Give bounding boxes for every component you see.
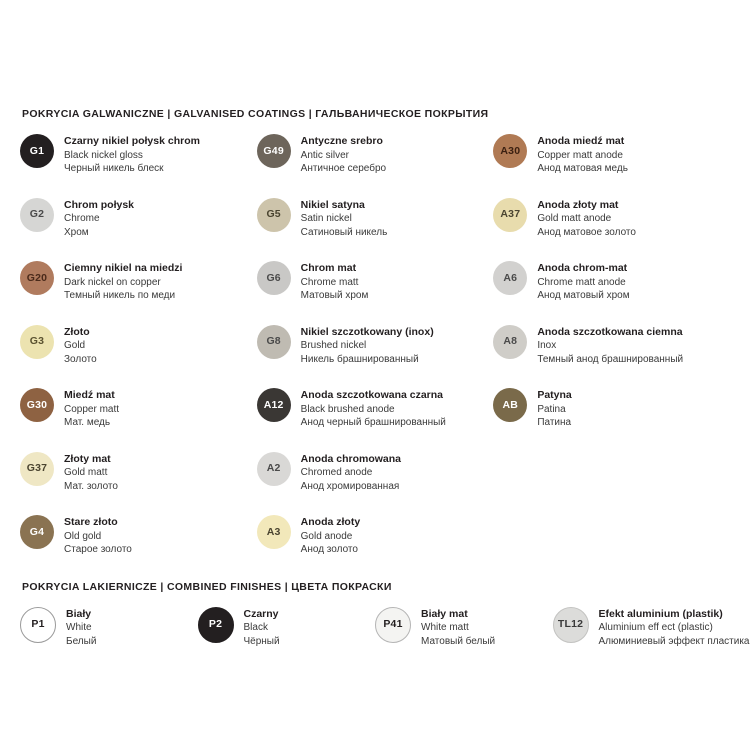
label-pl: Anoda miedź mat xyxy=(537,135,625,147)
list-item[interactable] xyxy=(493,198,730,240)
list-item[interactable] xyxy=(493,325,730,367)
label-en: Gold matt anode xyxy=(537,213,612,224)
label-ru: Анод матовая медь xyxy=(537,163,628,174)
swatch-G30: G30 xyxy=(20,388,54,422)
label-pl: Patyna xyxy=(537,389,572,401)
label-en: Patina xyxy=(537,403,566,415)
label-ru: Хром xyxy=(64,226,89,238)
labels xyxy=(64,515,132,557)
label-en: Black brushed anode xyxy=(300,403,395,415)
list-item[interactable] xyxy=(375,607,553,649)
swatch-P2: P2 xyxy=(198,607,234,643)
labels xyxy=(64,134,200,176)
list-item[interactable] xyxy=(20,134,257,176)
swatch-A2: A2 xyxy=(257,452,291,486)
label-en: Satin nickel xyxy=(300,213,352,224)
list-item[interactable] xyxy=(493,261,730,303)
label-pl: Stare złoto xyxy=(64,516,118,528)
swatch-G1: G1 xyxy=(20,134,54,168)
labels xyxy=(64,261,182,303)
label-en: Chrome matt xyxy=(300,276,359,288)
swatch-TL12: TL12 xyxy=(553,607,589,643)
labels xyxy=(64,388,119,430)
swatch-A3: A3 xyxy=(257,515,291,549)
labels xyxy=(301,515,361,557)
label-en: Inox xyxy=(537,340,557,351)
labels xyxy=(301,325,434,367)
label-ru: Темный никель по меди xyxy=(64,290,176,301)
list-item[interactable] xyxy=(20,261,257,303)
label-ru: Анод хромированная xyxy=(300,480,400,492)
label-pl: Czarny xyxy=(243,607,279,620)
label-pl: Antyczne srebro xyxy=(300,135,383,147)
label-pl: Anoda chromowana xyxy=(300,452,402,465)
swatch-G3: G3 xyxy=(20,325,54,359)
swatch-G37: G37 xyxy=(20,452,54,486)
list-item[interactable] xyxy=(198,607,376,649)
labels xyxy=(64,452,118,494)
label-ru: Патина xyxy=(537,417,572,428)
labels xyxy=(537,325,683,367)
label-ru: Анод черный брашнированный xyxy=(300,417,446,428)
list-item[interactable] xyxy=(257,134,494,176)
labels xyxy=(301,198,388,240)
label-pl: Anoda szczotkowana czarna xyxy=(300,389,444,401)
label-en: Chrome xyxy=(64,213,100,224)
label-ru: Белый xyxy=(66,635,97,647)
labels xyxy=(64,198,134,240)
swatch-A6: A6 xyxy=(493,261,527,295)
list-item[interactable] xyxy=(20,198,257,240)
label-ru: Темный анод брашнированный xyxy=(537,353,684,365)
labels xyxy=(66,607,96,649)
labels xyxy=(301,134,386,176)
swatch-P1: P1 xyxy=(20,607,56,643)
list-item[interactable] xyxy=(257,515,494,557)
list-item[interactable] xyxy=(257,388,494,430)
label-pl: Anoda szczotkowana ciemna xyxy=(537,325,683,338)
labels xyxy=(301,452,401,494)
label-pl: Nikiel satyna xyxy=(300,198,365,211)
swatch-G5: G5 xyxy=(257,198,291,232)
label-pl: Czarny nikiel połysk chrom xyxy=(64,135,200,147)
swatch-G6: G6 xyxy=(257,261,291,295)
labels xyxy=(64,325,97,367)
label-ru: Старое золото xyxy=(64,544,132,555)
swatch-G49: G49 xyxy=(257,134,291,168)
swatch-A12: A12 xyxy=(257,388,291,422)
label-ru: Мат. золото xyxy=(64,480,118,492)
label-pl: Anoda chrom-mat xyxy=(537,262,628,274)
swatch-G8: G8 xyxy=(257,325,291,359)
galvanised-coatings-grid xyxy=(20,134,730,579)
label-pl: Anoda złoty xyxy=(300,516,361,528)
swatch-A30: A30 xyxy=(493,134,527,168)
label-en: Old gold xyxy=(64,530,102,542)
label-pl: Biały xyxy=(66,607,92,620)
label-pl: Złoto xyxy=(64,325,90,338)
label-en: Gold anode xyxy=(300,530,353,542)
list-item[interactable] xyxy=(257,325,494,367)
swatch-G4: G4 xyxy=(20,515,54,549)
labels xyxy=(599,607,750,649)
column-3 xyxy=(375,607,553,671)
label-pl: Biały mat xyxy=(421,607,468,620)
label-ru: Анод матовый хром xyxy=(537,290,630,301)
column-2 xyxy=(257,134,494,579)
list-item[interactable] xyxy=(20,388,257,430)
swatch-A37: A37 xyxy=(493,198,527,232)
label-en: Chrome matt anode xyxy=(537,276,626,288)
labels xyxy=(244,607,280,649)
labels xyxy=(537,134,628,176)
label-pl: Efekt aluminium (plastik) xyxy=(598,607,723,620)
label-pl: Ciemny nikiel na miedzi xyxy=(64,262,183,274)
label-en: Black nickel gloss xyxy=(64,149,143,161)
column-3 xyxy=(493,134,730,579)
label-pl: Nikiel szczotkowany (inox) xyxy=(300,325,434,338)
labels xyxy=(421,607,495,649)
label-pl: Chrom połysk xyxy=(64,198,135,211)
label-pl: Miedź mat xyxy=(64,389,115,401)
label-ru: Античное серебро xyxy=(300,163,387,174)
list-item[interactable] xyxy=(20,452,257,494)
labels xyxy=(301,261,369,303)
swatch-AB: AB xyxy=(493,388,527,422)
galvanised-coatings-title: POKRYCIA GALWANICZNE | GALVANISED COATINGS | ГАЛЬВАНИЧЕСКОЕ ПОКРЫТИЯ xyxy=(22,108,489,120)
list-item[interactable] xyxy=(20,515,257,557)
label-pl: Chrom mat xyxy=(300,262,357,274)
column-2 xyxy=(198,607,376,671)
swatch-A8: A8 xyxy=(493,325,527,359)
label-en: Gold xyxy=(64,340,86,351)
label-en: Aluminium eff ect (plastic) xyxy=(598,622,713,633)
labels xyxy=(537,261,629,303)
swatch-G2: G2 xyxy=(20,198,54,232)
label-ru: Никель брашнированный xyxy=(300,353,419,365)
label-ru: Матовый белый xyxy=(421,635,496,647)
label-en: White xyxy=(66,622,92,633)
label-ru: Матовый хром xyxy=(300,290,369,301)
label-en: Gold matt xyxy=(64,467,108,478)
label-en: Black xyxy=(243,622,268,633)
label-en: Chromed anode xyxy=(300,467,373,478)
labels xyxy=(301,388,446,430)
label-en: Dark nickel on copper xyxy=(64,276,161,288)
label-ru: Анод матовое золото xyxy=(537,226,636,238)
label-ru: Черный никель блеск xyxy=(64,163,164,174)
list-item[interactable] xyxy=(257,198,494,240)
swatch-P41: P41 xyxy=(375,607,411,643)
list-item[interactable] xyxy=(493,134,730,176)
label-ru: Золото xyxy=(64,353,97,365)
list-item[interactable] xyxy=(20,607,198,649)
list-item[interactable] xyxy=(257,261,494,303)
label-ru: Чёрный xyxy=(243,635,280,647)
label-ru: Алюминиевый эффект пластика xyxy=(598,635,750,647)
label-en: Antic silver xyxy=(300,149,350,161)
combined-finishes-title: POKRYCIA LAKIERNICZE | COMBINED FINISHES | ЦВЕТА ПОКРАСКИ xyxy=(22,580,392,593)
labels xyxy=(537,198,636,240)
label-ru: Сатиновый никель xyxy=(300,226,388,238)
column-1 xyxy=(20,607,198,671)
label-ru: Анод золото xyxy=(300,544,358,555)
label-en: Copper matt xyxy=(64,403,120,415)
combined-finishes-grid xyxy=(20,607,750,671)
label-en: Copper matt anode xyxy=(537,149,623,161)
label-ru: Мат. медь xyxy=(64,417,111,428)
label-en: Brushed nickel xyxy=(300,340,367,351)
list-item[interactable] xyxy=(257,452,494,494)
labels xyxy=(537,388,571,430)
swatch-G20: G20 xyxy=(20,261,54,295)
column-4 xyxy=(553,607,750,671)
list-item[interactable] xyxy=(553,607,750,649)
label-pl: Złoty mat xyxy=(64,452,111,465)
list-item[interactable] xyxy=(493,388,730,430)
label-en: White matt xyxy=(421,622,469,633)
list-item[interactable] xyxy=(20,325,257,367)
label-pl: Anoda złoty mat xyxy=(537,198,619,211)
column-1 xyxy=(20,134,257,579)
